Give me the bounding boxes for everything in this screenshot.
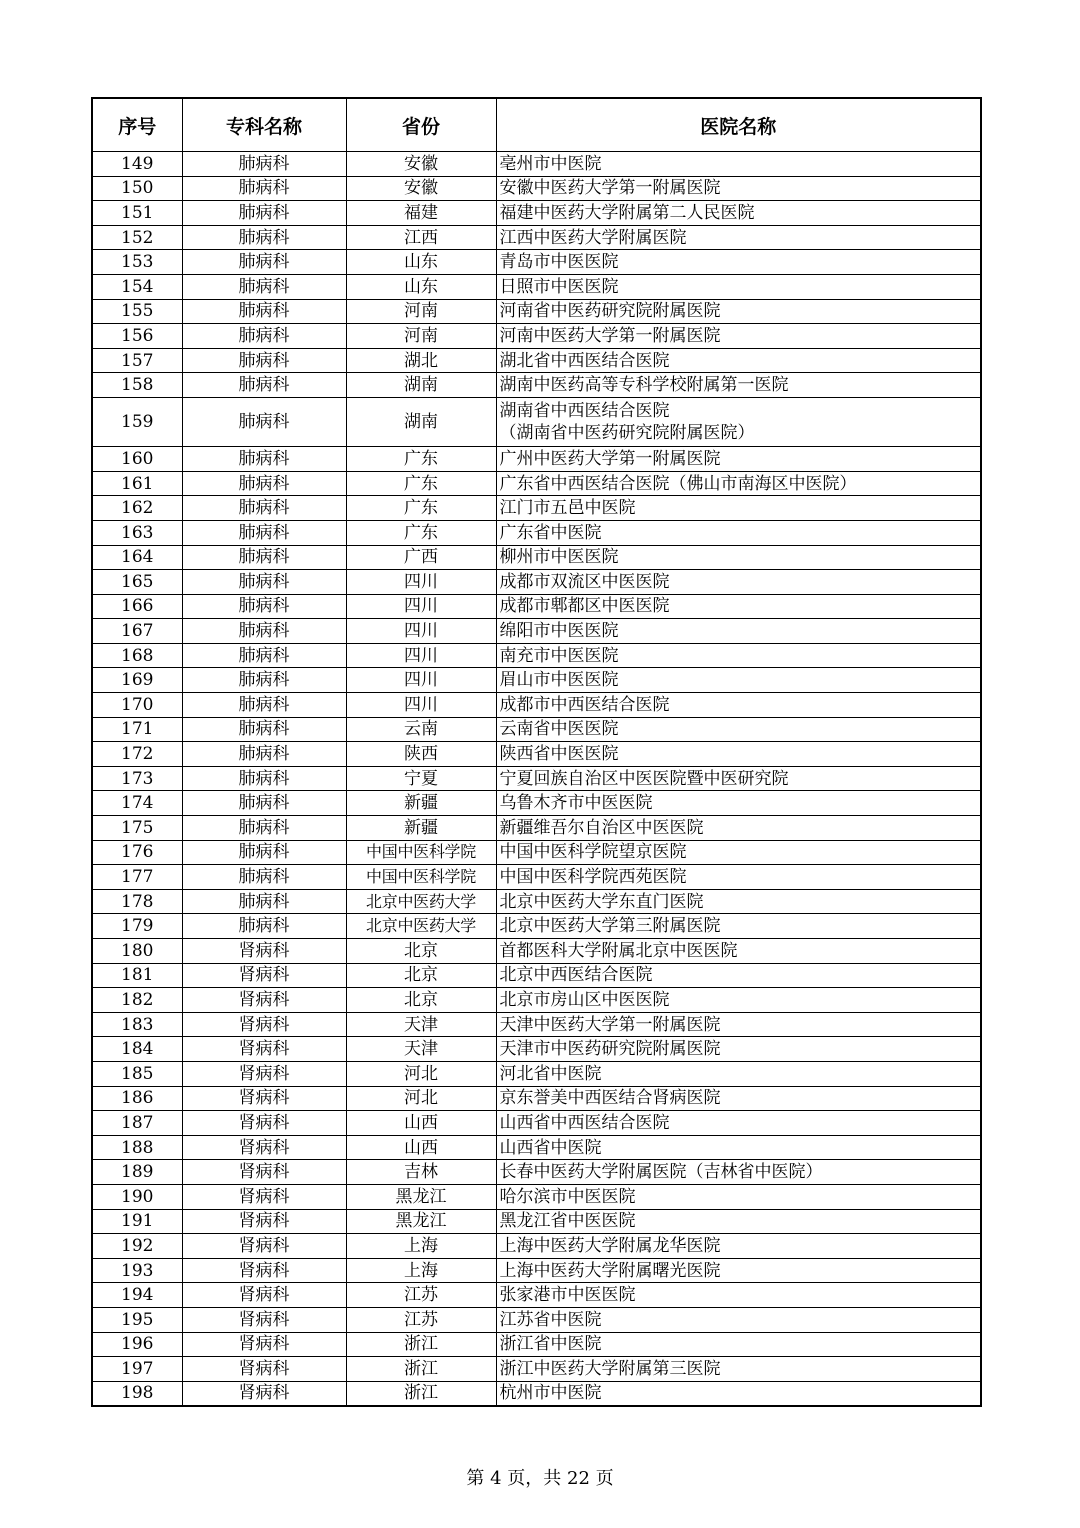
cell-hospital: 陕西省中医医院 — [496, 742, 981, 767]
table-row — [92, 570, 981, 595]
cell-hospital: 安徽中医药大学第一附属医院 — [496, 176, 981, 201]
cell-province: 云南 — [346, 717, 496, 742]
cell-province: 四川 — [346, 594, 496, 619]
cell-specialty: 肺病科 — [182, 471, 346, 496]
cell-hospital: 成都市双流区中医医院 — [496, 570, 981, 595]
table-row — [92, 889, 981, 914]
cell-specialty: 肺病科 — [182, 865, 346, 890]
cell-index: 183 — [92, 1012, 182, 1037]
cell-province: 福建 — [346, 201, 496, 226]
cell-specialty: 肺病科 — [182, 520, 346, 545]
cell-index: 167 — [92, 619, 182, 644]
cell-index: 163 — [92, 520, 182, 545]
cell-hospital: 哈尔滨市中医医院 — [496, 1184, 981, 1209]
cell-province: 江苏 — [346, 1307, 496, 1332]
cell-hospital: 乌鲁木齐市中医医院 — [496, 791, 981, 816]
cell-province: 广东 — [346, 520, 496, 545]
table-row — [92, 176, 981, 201]
cell-specialty: 肺病科 — [182, 816, 346, 841]
cell-province: 浙江 — [346, 1357, 496, 1382]
cell-specialty: 肾病科 — [182, 1012, 346, 1037]
cell-index: 154 — [92, 274, 182, 299]
cell-specialty: 肺病科 — [182, 693, 346, 718]
table-row — [92, 373, 981, 398]
cell-index: 189 — [92, 1160, 182, 1185]
cell-province: 黑龙江 — [346, 1209, 496, 1234]
cell-index: 190 — [92, 1184, 182, 1209]
cell-index: 156 — [92, 324, 182, 349]
cell-specialty: 肾病科 — [182, 1258, 346, 1283]
cell-index: 176 — [92, 840, 182, 865]
cell-specialty: 肺病科 — [182, 176, 346, 201]
cell-province: 新疆 — [346, 816, 496, 841]
cell-specialty: 肺病科 — [182, 373, 346, 398]
table-row — [92, 914, 981, 939]
cell-index: 149 — [92, 152, 182, 177]
cell-specialty: 肺病科 — [182, 840, 346, 865]
cell-index: 186 — [92, 1086, 182, 1111]
cell-index: 160 — [92, 447, 182, 472]
cell-index: 171 — [92, 717, 182, 742]
cell-province: 陕西 — [346, 742, 496, 767]
cell-hospital: 成都市中西医结合医院 — [496, 693, 981, 718]
cell-hospital: 广东省中医院 — [496, 520, 981, 545]
cell-index: 164 — [92, 545, 182, 570]
cell-index: 151 — [92, 201, 182, 226]
cell-index: 193 — [92, 1258, 182, 1283]
cell-hospital: 湖南中医药高等专科学校附属第一医院 — [496, 373, 981, 398]
cell-index: 196 — [92, 1332, 182, 1357]
cell-index: 195 — [92, 1307, 182, 1332]
cell-province: 四川 — [346, 643, 496, 668]
cell-specialty: 肾病科 — [182, 1061, 346, 1086]
table-row — [92, 816, 981, 841]
header-index: 序号 — [92, 98, 182, 152]
cell-index: 162 — [92, 496, 182, 521]
table-row — [92, 250, 981, 275]
cell-province: 江西 — [346, 225, 496, 250]
cell-province: 湖南 — [346, 397, 496, 446]
header-specialty: 专科名称 — [182, 98, 346, 152]
cell-specialty: 肺病科 — [182, 397, 346, 446]
cell-hospital: 绵阳市中医医院 — [496, 619, 981, 644]
cell-hospital: 南充市中医医院 — [496, 643, 981, 668]
cell-province: 安徽 — [346, 176, 496, 201]
cell-province: 新疆 — [346, 791, 496, 816]
cell-province: 浙江 — [346, 1332, 496, 1357]
cell-province: 宁夏 — [346, 766, 496, 791]
table-row — [92, 397, 981, 446]
cell-index: 169 — [92, 668, 182, 693]
cell-province: 北京 — [346, 939, 496, 964]
cell-hospital: 广东省中西医结合医院（佛山市南海区中医院） — [496, 471, 981, 496]
cell-specialty: 肺病科 — [182, 791, 346, 816]
cell-province: 广东 — [346, 471, 496, 496]
cell-specialty: 肺病科 — [182, 717, 346, 742]
cell-hospital: 北京中西医结合医院 — [496, 963, 981, 988]
cell-index: 188 — [92, 1135, 182, 1160]
cell-specialty: 肺病科 — [182, 570, 346, 595]
table-row — [92, 496, 981, 521]
cell-hospital: 河南中医药大学第一附属医院 — [496, 324, 981, 349]
cell-province: 河南 — [346, 299, 496, 324]
cell-index: 168 — [92, 643, 182, 668]
cell-index: 161 — [92, 471, 182, 496]
cell-hospital: 张家港市中医医院 — [496, 1283, 981, 1308]
cell-specialty: 肾病科 — [182, 1381, 346, 1406]
cell-hospital: 成都市郫都区中医医院 — [496, 594, 981, 619]
table-row — [92, 348, 981, 373]
cell-specialty: 肺病科 — [182, 201, 346, 226]
cell-index: 165 — [92, 570, 182, 595]
cell-province: 中国中医科学院 — [346, 865, 496, 890]
table-row — [92, 1307, 981, 1332]
cell-province: 北京 — [346, 988, 496, 1013]
table-body — [92, 152, 981, 1406]
page-footer: 第 4 页，共 22 页 — [466, 1468, 614, 1489]
cell-specialty: 肺病科 — [182, 274, 346, 299]
table-row — [92, 1381, 981, 1406]
cell-province: 山东 — [346, 274, 496, 299]
cell-province: 四川 — [346, 619, 496, 644]
table-row — [92, 1209, 981, 1234]
cell-province: 广西 — [346, 545, 496, 570]
table-row — [92, 152, 981, 177]
cell-hospital: 柳州市中医医院 — [496, 545, 981, 570]
cell-specialty: 肾病科 — [182, 1209, 346, 1234]
table-row — [92, 1160, 981, 1185]
cell-province: 河北 — [346, 1086, 496, 1111]
cell-specialty: 肾病科 — [182, 1111, 346, 1136]
cell-index: 166 — [92, 594, 182, 619]
table-row — [92, 742, 981, 767]
table-row — [92, 939, 981, 964]
table-row — [92, 1061, 981, 1086]
cell-specialty: 肺病科 — [182, 545, 346, 570]
table-row — [92, 1234, 981, 1259]
cell-specialty: 肾病科 — [182, 1307, 346, 1332]
cell-province: 广东 — [346, 447, 496, 472]
cell-province: 湖北 — [346, 348, 496, 373]
cell-province: 中国中医科学院 — [346, 840, 496, 865]
cell-index: 155 — [92, 299, 182, 324]
cell-specialty: 肾病科 — [182, 1135, 346, 1160]
cell-hospital: 湖南省中西医结合医院 （湖南省中医药研究院附属医院） — [496, 397, 981, 446]
cell-hospital: 江苏省中医院 — [496, 1307, 981, 1332]
cell-hospital: 山西省中西医结合医院 — [496, 1111, 981, 1136]
cell-index: 194 — [92, 1283, 182, 1308]
table-row — [92, 643, 981, 668]
cell-province: 吉林 — [346, 1160, 496, 1185]
cell-hospital: 宁夏回族自治区中医医院暨中医研究院 — [496, 766, 981, 791]
table-row — [92, 447, 981, 472]
table-row — [92, 840, 981, 865]
cell-hospital: 中国中医科学院西苑医院 — [496, 865, 981, 890]
cell-index: 182 — [92, 988, 182, 1013]
cell-province: 山西 — [346, 1111, 496, 1136]
cell-specialty: 肾病科 — [182, 1357, 346, 1382]
cell-province: 广东 — [346, 496, 496, 521]
table-row — [92, 225, 981, 250]
table-row — [92, 791, 981, 816]
cell-specialty: 肾病科 — [182, 1160, 346, 1185]
cell-hospital: 北京中医药大学东直门医院 — [496, 889, 981, 914]
cell-specialty: 肺病科 — [182, 496, 346, 521]
cell-specialty: 肺病科 — [182, 889, 346, 914]
cell-index: 185 — [92, 1061, 182, 1086]
table-row — [92, 1135, 981, 1160]
table-row — [92, 520, 981, 545]
cell-hospital: 云南省中医医院 — [496, 717, 981, 742]
header-hospital: 医院名称 — [496, 98, 981, 152]
cell-specialty: 肺病科 — [182, 643, 346, 668]
cell-hospital: 浙江中医药大学附属第三医院 — [496, 1357, 981, 1382]
table-header-row — [92, 98, 981, 152]
cell-index: 187 — [92, 1111, 182, 1136]
cell-specialty: 肾病科 — [182, 1332, 346, 1357]
cell-index: 150 — [92, 176, 182, 201]
cell-hospital: 北京市房山区中医医院 — [496, 988, 981, 1013]
cell-specialty: 肺病科 — [182, 742, 346, 767]
cell-hospital: 上海中医药大学附属曙光医院 — [496, 1258, 981, 1283]
cell-province: 安徽 — [346, 152, 496, 177]
cell-specialty: 肺病科 — [182, 324, 346, 349]
cell-specialty: 肺病科 — [182, 766, 346, 791]
table-row — [92, 668, 981, 693]
cell-specialty: 肺病科 — [182, 447, 346, 472]
cell-province: 天津 — [346, 1012, 496, 1037]
cell-specialty: 肺病科 — [182, 619, 346, 644]
cell-index: 170 — [92, 693, 182, 718]
cell-index: 191 — [92, 1209, 182, 1234]
cell-hospital: 上海中医药大学附属龙华医院 — [496, 1234, 981, 1259]
cell-index: 180 — [92, 939, 182, 964]
cell-index: 197 — [92, 1357, 182, 1382]
cell-specialty: 肺病科 — [182, 152, 346, 177]
cell-province: 浙江 — [346, 1381, 496, 1406]
cell-hospital: 天津中医药大学第一附属医院 — [496, 1012, 981, 1037]
cell-hospital: 亳州市中医院 — [496, 152, 981, 177]
cell-hospital: 眉山市中医医院 — [496, 668, 981, 693]
table-row — [92, 1184, 981, 1209]
table-row — [92, 963, 981, 988]
cell-index: 153 — [92, 250, 182, 275]
table-row — [92, 1283, 981, 1308]
cell-hospital: 山西省中医院 — [496, 1135, 981, 1160]
cell-specialty: 肺病科 — [182, 594, 346, 619]
cell-specialty: 肺病科 — [182, 250, 346, 275]
cell-specialty: 肾病科 — [182, 939, 346, 964]
cell-hospital: 中国中医科学院望京医院 — [496, 840, 981, 865]
cell-index: 174 — [92, 791, 182, 816]
cell-hospital: 浙江省中医院 — [496, 1332, 981, 1357]
cell-province: 上海 — [346, 1258, 496, 1283]
cell-hospital: 湖北省中西医结合医院 — [496, 348, 981, 373]
table-row — [92, 324, 981, 349]
cell-specialty: 肾病科 — [182, 988, 346, 1013]
cell-specialty: 肾病科 — [182, 1184, 346, 1209]
cell-specialty: 肾病科 — [182, 963, 346, 988]
cell-province: 四川 — [346, 668, 496, 693]
cell-province: 湖南 — [346, 373, 496, 398]
cell-hospital: 黑龙江省中医医院 — [496, 1209, 981, 1234]
cell-specialty: 肾病科 — [182, 1086, 346, 1111]
cell-index: 158 — [92, 373, 182, 398]
hospital-list-table — [91, 97, 982, 1407]
cell-specialty: 肺病科 — [182, 299, 346, 324]
cell-hospital: 日照市中医医院 — [496, 274, 981, 299]
cell-province: 河南 — [346, 324, 496, 349]
cell-index: 179 — [92, 914, 182, 939]
cell-index: 184 — [92, 1037, 182, 1062]
cell-specialty: 肺病科 — [182, 225, 346, 250]
cell-index: 198 — [92, 1381, 182, 1406]
cell-province: 四川 — [346, 693, 496, 718]
cell-province: 北京 — [346, 963, 496, 988]
cell-province: 北京中医药大学 — [346, 914, 496, 939]
cell-index: 175 — [92, 816, 182, 841]
cell-hospital: 江门市五邑中医院 — [496, 496, 981, 521]
cell-province: 河北 — [346, 1061, 496, 1086]
table-row — [92, 299, 981, 324]
cell-province: 黑龙江 — [346, 1184, 496, 1209]
table-row — [92, 1111, 981, 1136]
table-row — [92, 1012, 981, 1037]
cell-index: 192 — [92, 1234, 182, 1259]
cell-hospital: 北京中医药大学第三附属医院 — [496, 914, 981, 939]
table-row — [92, 471, 981, 496]
cell-hospital: 京东誉美中西医结合肾病医院 — [496, 1086, 981, 1111]
cell-index: 157 — [92, 348, 182, 373]
cell-province: 北京中医药大学 — [346, 889, 496, 914]
cell-index: 152 — [92, 225, 182, 250]
cell-hospital: 杭州市中医院 — [496, 1381, 981, 1406]
cell-index: 159 — [92, 397, 182, 446]
cell-hospital: 河南省中医药研究院附属医院 — [496, 299, 981, 324]
table-row — [92, 619, 981, 644]
table-row — [92, 865, 981, 890]
header-province: 省份 — [346, 98, 496, 152]
cell-hospital: 首都医科大学附属北京中医医院 — [496, 939, 981, 964]
cell-province: 四川 — [346, 570, 496, 595]
cell-province: 山西 — [346, 1135, 496, 1160]
cell-specialty: 肺病科 — [182, 914, 346, 939]
cell-specialty: 肺病科 — [182, 348, 346, 373]
table-row — [92, 594, 981, 619]
cell-index: 177 — [92, 865, 182, 890]
cell-hospital: 广州中医药大学第一附属医院 — [496, 447, 981, 472]
table-row — [92, 545, 981, 570]
cell-index: 181 — [92, 963, 182, 988]
cell-hospital: 福建中医药大学附属第二人民医院 — [496, 201, 981, 226]
table-row — [92, 1357, 981, 1382]
table-row — [92, 693, 981, 718]
table-row — [92, 988, 981, 1013]
cell-index: 172 — [92, 742, 182, 767]
table-row — [92, 274, 981, 299]
table-row — [92, 1258, 981, 1283]
cell-hospital: 长春中医药大学附属医院（吉林省中医院） — [496, 1160, 981, 1185]
cell-hospital: 江西中医药大学附属医院 — [496, 225, 981, 250]
cell-hospital: 天津市中医药研究院附属医院 — [496, 1037, 981, 1062]
cell-province: 天津 — [346, 1037, 496, 1062]
table-row — [92, 1332, 981, 1357]
table-row — [92, 201, 981, 226]
cell-index: 178 — [92, 889, 182, 914]
cell-province: 上海 — [346, 1234, 496, 1259]
cell-specialty: 肺病科 — [182, 668, 346, 693]
cell-specialty: 肾病科 — [182, 1234, 346, 1259]
table-row — [92, 1037, 981, 1062]
table-row — [92, 766, 981, 791]
cell-hospital: 新疆维吾尔自治区中医医院 — [496, 816, 981, 841]
table-row — [92, 717, 981, 742]
cell-hospital: 河北省中医院 — [496, 1061, 981, 1086]
cell-province: 江苏 — [346, 1283, 496, 1308]
cell-specialty: 肾病科 — [182, 1283, 346, 1308]
table-row — [92, 1086, 981, 1111]
cell-specialty: 肾病科 — [182, 1037, 346, 1062]
cell-province: 山东 — [346, 250, 496, 275]
cell-hospital: 青岛市中医医院 — [496, 250, 981, 275]
cell-index: 173 — [92, 766, 182, 791]
